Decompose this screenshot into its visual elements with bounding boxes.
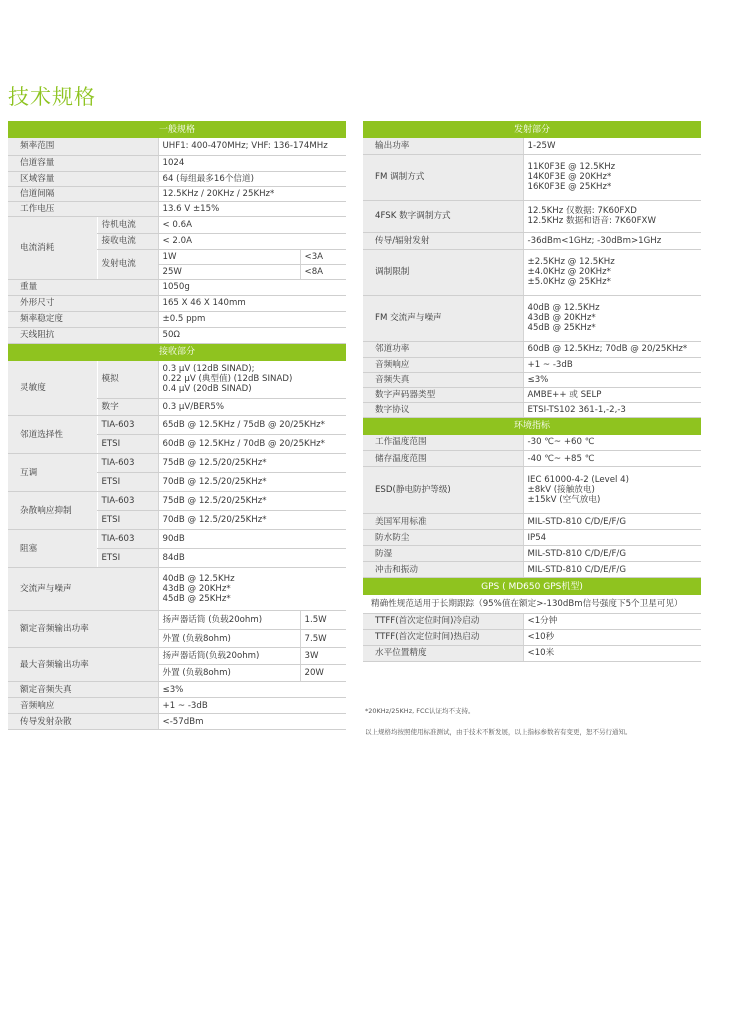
table-row	[363, 530, 701, 546]
value-line: 16K0F3E @ 25KHz*	[527, 182, 612, 192]
row-value: 3W	[300, 648, 346, 665]
row-label: 额定音频输出功率	[8, 611, 158, 648]
section-header-receiver: 接收部分	[8, 343, 346, 361]
row-value: 165 X 46 X 140mm	[158, 295, 346, 311]
row-value: 65dB @ 12.5KHz / 75dB @ 20/25KHz*	[158, 416, 346, 435]
value-line: 12.5KHz 仅数据: 7K60FXD	[527, 206, 637, 216]
row-label: TTFF(首次定位时间)热启动	[363, 629, 523, 645]
row-value: <-57dBm	[158, 714, 346, 730]
sub-label: ETSI	[97, 511, 158, 530]
value-line: ±5.0KHz @ 25KHz*	[527, 277, 611, 287]
page-title: 技术规格	[8, 85, 96, 109]
table-row	[8, 454, 346, 473]
table-row	[8, 416, 346, 435]
table-row	[363, 514, 701, 530]
row-label: 信道间隔	[8, 186, 158, 201]
sub-label: TIA-603	[97, 492, 158, 511]
row-label: 频率范围	[8, 138, 158, 155]
row-label: 防水防尘	[363, 530, 523, 546]
row-label: 区域容量	[8, 171, 158, 186]
table-row	[363, 595, 701, 613]
row-label: 4FSK 数字调制方式	[363, 200, 523, 232]
gps-accuracy-note: 精确性规范适用于长期跟踪（95%值在额定>-130dBm信号强度下5个卫星可见）	[363, 595, 701, 613]
table-row	[8, 698, 346, 714]
row-label: FM 交流声与噪声	[363, 295, 523, 341]
table-row	[363, 435, 701, 451]
row-value: 0.3 μV/BER5%	[158, 399, 346, 416]
row-value: 外置 (负载8ohm)	[158, 630, 300, 648]
row-label: 音频响应	[363, 357, 523, 372]
row-label: 传导/辐射发射	[363, 232, 523, 249]
value-line: 0.3 μV (12dB SINAD);	[162, 364, 255, 375]
row-label: 水平位置精度	[363, 645, 523, 661]
sub-label: 接收电流	[97, 233, 158, 249]
row-value	[158, 568, 346, 611]
row-label: 工作温度范围	[363, 435, 523, 451]
table-row	[8, 568, 346, 611]
right-spec-table	[363, 121, 701, 662]
row-value	[523, 200, 701, 232]
table-row	[8, 216, 346, 233]
row-value: 扬声器话筒 (负载20ohm)	[158, 611, 300, 630]
row-value: 1050g	[158, 279, 346, 295]
value-line: 14K0F3E @ 20KHz*	[527, 172, 612, 182]
row-value: +1 ~ -3dB	[523, 357, 701, 372]
row-value: 7.5W	[300, 630, 346, 648]
section-header-environment: 环境指标	[363, 417, 701, 435]
row-label: 美国军用标准	[363, 514, 523, 530]
sub-label: ETSI	[97, 549, 158, 568]
row-value: ≤3%	[523, 372, 701, 387]
section-header-gps: GPS ( MD650 GPS机型)	[363, 578, 701, 596]
row-value: 60dB @ 12.5KHz / 70dB @ 20/25KHz*	[158, 435, 346, 454]
row-label: 杂散响应抑制	[8, 492, 97, 530]
table-row	[363, 451, 701, 467]
row-label: 数字协议	[363, 402, 523, 417]
row-label: 冲击和振动	[363, 562, 523, 578]
value-line: 0.22 μV (典型值) (12dB SINAD)	[162, 374, 293, 385]
table-row	[363, 232, 701, 249]
row-label: 重量	[8, 279, 158, 295]
table-row	[363, 138, 701, 154]
value-line: IEC 61000-4-2 (Level 4)	[527, 475, 629, 485]
table-row	[363, 341, 701, 357]
row-value	[523, 249, 701, 295]
row-value: 外置 (负载8ohm)	[158, 665, 300, 682]
row-label: 传导发射杂散	[8, 714, 158, 730]
value-line: ±15kV (空气放电)	[527, 495, 601, 505]
sub-label: 待机电流	[97, 216, 158, 233]
table-row	[8, 682, 346, 698]
row-value: ETSI-TS102 361-1,-2,-3	[523, 402, 701, 417]
row-label: 音频失真	[363, 372, 523, 387]
row-label: 阻塞	[8, 530, 97, 568]
table-row	[8, 279, 346, 295]
row-value: 1W	[158, 249, 300, 264]
row-label: TTFF(首次定位时间)冷启动	[363, 613, 523, 629]
table-row	[363, 357, 701, 372]
table-row	[8, 611, 346, 630]
row-label: 交流声与噪声	[8, 568, 158, 611]
table-row	[8, 201, 346, 216]
value-line: 11K0F3E @ 12.5KHz	[527, 162, 616, 172]
row-value: 扬声器话筒(负载20ohm)	[158, 648, 300, 665]
row-value: 1024	[158, 155, 346, 171]
row-value: MIL-STD-810 C/D/E/F/G	[523, 562, 701, 578]
table-row	[363, 613, 701, 629]
footnote-fcc: *20KHz/25KHz, FCC认证均不支持。	[365, 707, 475, 715]
row-value	[523, 154, 701, 200]
row-label: 最大音频输出功率	[8, 648, 158, 682]
row-value: 25W	[158, 264, 300, 279]
footnote-disclaimer: 以上规格均按照使用标准测试，由于技术不断发展，以上指标参数若有变更，恕不另行通知。	[365, 728, 632, 736]
value-line: 45dB @ 25KHz*	[162, 594, 231, 604]
row-value: 1-25W	[523, 138, 701, 154]
value-line: 12.5KHz 数据和语音: 7K60FXW	[527, 216, 656, 226]
table-row	[363, 200, 701, 232]
row-label: 调制限制	[363, 249, 523, 295]
value-line: ±2.5KHz @ 12.5KHz	[527, 257, 615, 267]
table-row	[8, 648, 346, 665]
row-label: 灵敏度	[8, 361, 97, 416]
row-label: 信道容量	[8, 155, 158, 171]
row-value: IP54	[523, 530, 701, 546]
table-row	[8, 186, 346, 201]
row-value: -40 ℃~ +85 ℃	[523, 451, 701, 467]
value-line: 0.4 μV (20dB SINAD)	[162, 384, 252, 395]
table-row	[8, 171, 346, 186]
row-value: 84dB	[158, 549, 346, 568]
row-value: ≤3%	[158, 682, 346, 698]
row-label: 输出功率	[363, 138, 523, 154]
left-spec-table	[8, 121, 346, 730]
table-row	[8, 155, 346, 171]
row-value: MIL-STD-810 C/D/E/F/G	[523, 546, 701, 562]
sub-label: 数字	[97, 399, 158, 416]
table-row	[363, 562, 701, 578]
row-label: 邻道选择性	[8, 416, 97, 454]
row-value: 75dB @ 12.5/20/25KHz*	[158, 454, 346, 473]
row-label: 额定音频失真	[8, 682, 158, 698]
row-value: 60dB @ 12.5KHz; 70dB @ 20/25KHz*	[523, 341, 701, 357]
table-row	[363, 295, 701, 341]
table-row	[8, 530, 346, 549]
value-line: ±8kV (接触放电)	[527, 485, 595, 495]
table-row	[363, 546, 701, 562]
row-value: +1 ~ -3dB	[158, 698, 346, 714]
value-line: 45dB @ 25KHz*	[527, 323, 596, 333]
table-row	[363, 629, 701, 645]
table-row	[363, 387, 701, 402]
row-label: FM 调制方式	[363, 154, 523, 200]
row-value	[158, 361, 346, 399]
row-label: 互调	[8, 454, 97, 492]
row-value: < 2.0A	[158, 233, 346, 249]
row-label: 数字声码器类型	[363, 387, 523, 402]
section-header-general: 一般规格	[8, 121, 346, 138]
row-value: -36dBm<1GHz; -30dBm>1GHz	[523, 232, 701, 249]
row-value: 1.5W	[300, 611, 346, 630]
row-label: 储存温度范围	[363, 451, 523, 467]
row-value: 13.6 V ±15%	[158, 201, 346, 216]
row-label: 天线阻抗	[8, 327, 158, 343]
row-label: 防湿	[363, 546, 523, 562]
row-value: <1分钟	[523, 613, 701, 629]
table-row	[363, 372, 701, 387]
value-line: 43dB @ 20KHz*	[527, 313, 596, 323]
sub-label: TIA-603	[97, 416, 158, 435]
table-row	[363, 154, 701, 200]
row-value: 70dB @ 12.5/20/25KHz*	[158, 473, 346, 492]
table-row	[8, 327, 346, 343]
value-line: 40dB @ 12.5KHz	[162, 574, 235, 584]
table-row	[8, 311, 346, 327]
value-line: ±4.0KHz @ 20KHz*	[527, 267, 611, 277]
row-label: 外形尺寸	[8, 295, 158, 311]
row-value: 70dB @ 12.5/20/25KHz*	[158, 511, 346, 530]
row-value	[523, 295, 701, 341]
table-row	[8, 295, 346, 311]
row-label: ESD(静电防护等级)	[363, 467, 523, 514]
row-value: 90dB	[158, 530, 346, 549]
row-value: 50Ω	[158, 327, 346, 343]
table-row	[8, 714, 346, 730]
table-row	[363, 467, 701, 514]
value-line: 40dB @ 12.5KHz	[527, 303, 600, 313]
row-label: 工作电压	[8, 201, 158, 216]
table-row	[363, 402, 701, 417]
table-row	[8, 138, 346, 155]
table-row	[8, 361, 346, 399]
sub-label: 模拟	[97, 361, 158, 399]
row-label: 音频响应	[8, 698, 158, 714]
row-value: <10米	[523, 645, 701, 661]
row-value: MIL-STD-810 C/D/E/F/G	[523, 514, 701, 530]
row-value: <3A	[300, 249, 346, 264]
row-value: <8A	[300, 264, 346, 279]
table-row	[8, 492, 346, 511]
value-line: 43dB @ 20KHz*	[162, 584, 231, 594]
row-value: 75dB @ 12.5/20/25KHz*	[158, 492, 346, 511]
section-header-transmitter: 发射部分	[363, 121, 701, 138]
sub-label: TIA-603	[97, 530, 158, 549]
row-value: 64 (每组最多16个信道)	[158, 171, 346, 186]
row-value: 12.5KHz / 20KHz / 25KHz*	[158, 186, 346, 201]
table-row	[363, 645, 701, 661]
sub-label: ETSI	[97, 435, 158, 454]
sub-label: 发射电流	[97, 249, 158, 279]
row-value	[523, 467, 701, 514]
row-value: <10秒	[523, 629, 701, 645]
row-label: 邻道功率	[363, 341, 523, 357]
sub-label: TIA-603	[97, 454, 158, 473]
row-value: ±0.5 ppm	[158, 311, 346, 327]
row-value: 20W	[300, 665, 346, 682]
table-row	[363, 249, 701, 295]
row-value: AMBE++ 或 SELP	[523, 387, 701, 402]
sub-label: ETSI	[97, 473, 158, 492]
row-value: UHF1: 400-470MHz; VHF: 136-174MHz	[158, 138, 346, 155]
row-label: 频率稳定度	[8, 311, 158, 327]
row-value: < 0.6A	[158, 216, 346, 233]
row-label: 电流消耗	[8, 216, 97, 279]
row-value: -30 ℃~ +60 ℃	[523, 435, 701, 451]
